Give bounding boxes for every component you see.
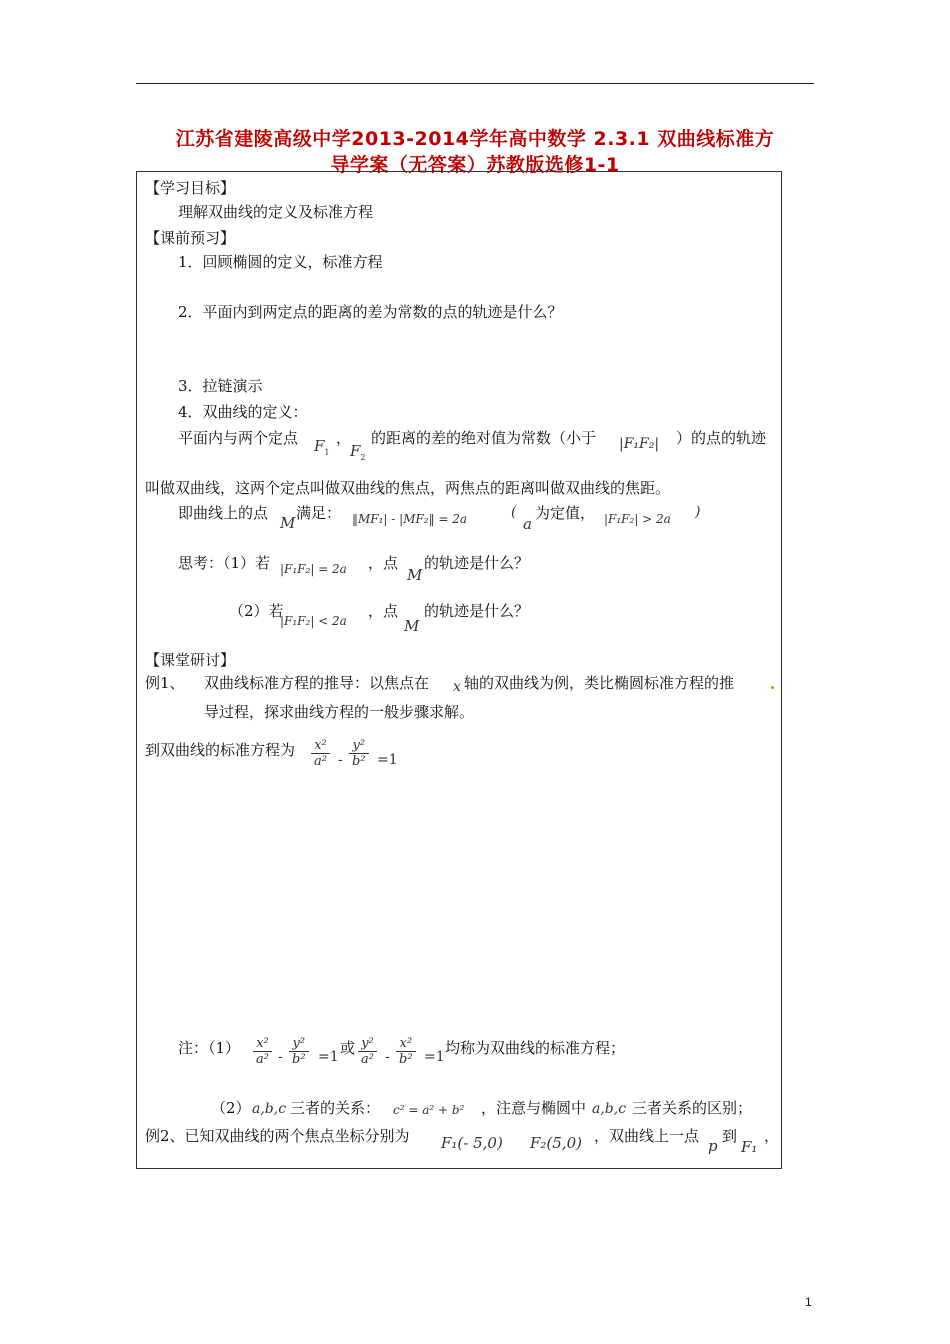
note-label: 注：（1）	[178, 1039, 241, 1057]
preview-heading: 【课前预习】	[145, 229, 236, 247]
math-a: a	[523, 515, 532, 533]
note-fraction-y2-b2: $\frac{\text{y²}}{\text{b²}}$	[289, 1036, 309, 1067]
note-or: 或	[340, 1039, 356, 1057]
math-f1: $F_1$	[314, 437, 330, 457]
definition-part3: ）的点的轨迹	[676, 429, 767, 447]
header-rule	[136, 83, 814, 84]
note-tail: 均称为双曲线的标准方程；	[445, 1039, 626, 1057]
think2-part1: （2）若	[229, 602, 284, 620]
math-x-axis: x	[453, 679, 461, 695]
note2-part2: 三者的关系：	[290, 1099, 381, 1117]
math-abc: a,b,c	[252, 1101, 287, 1117]
fraction-y2-b2: $\frac{\text{y²}}{\text{b²}}$	[349, 738, 369, 769]
think1-part3: 的轨迹是什么？	[424, 554, 530, 572]
document-title-line2: 导学案（无答案）苏教版选修1-1	[330, 154, 620, 176]
question-1: 1．回顾椭圆的定义，标准方程	[178, 253, 383, 271]
definition-part1: 平面内与两个定点	[178, 429, 299, 447]
marker-dot	[771, 686, 774, 689]
note2-part1: （2）	[211, 1099, 251, 1117]
math-cond-lt: |F₁F₂| < 2a	[280, 614, 347, 628]
think2-part2: ，点	[368, 602, 399, 620]
definition-part2: 的距离的差的绝对值为常数（小于	[371, 429, 597, 447]
note-fraction-x2-a2: $\frac{\text{x²}}{\text{a²}}$	[253, 1036, 272, 1067]
point-part1: 即曲线上的点	[178, 504, 269, 522]
math-f2: $F_2$	[350, 442, 366, 462]
page-number: 1	[805, 1295, 812, 1309]
example1-line1b: 轴的双曲线为例，类比椭圆标准方程的推	[464, 674, 735, 692]
question-2: 2．平面内到两定点的距离的差为常数的点的轨迹是什么？	[178, 303, 563, 321]
example1-line1a: 双曲线标准方程的推导：以焦点在	[204, 674, 430, 692]
note-minus-1: -	[278, 1049, 283, 1065]
example1-line2: 导过程，探求曲线方程的一般步骤求解。	[204, 703, 475, 721]
math-f1-end: F₁	[741, 1138, 758, 1156]
note-minus-2: -	[385, 1049, 390, 1065]
note-eq1-a: =1	[318, 1049, 339, 1065]
point-part3: 为定值，	[535, 504, 596, 522]
note2-part4: 三者关系的区别；	[632, 1099, 753, 1117]
class-heading: 【课堂研讨】	[145, 651, 236, 669]
point-part2: 满足：	[296, 504, 342, 522]
math-cond-eq2: |F₁F₂| = 2a	[280, 562, 347, 576]
math-c-relation: c² = a² + b²	[393, 1103, 465, 1117]
note-fraction-x2-b2: $\frac{\text{x²}}{\text{b²}}$	[396, 1036, 416, 1067]
math-f1f2-abs: |F₁F₂|	[619, 436, 660, 452]
note-eq1-b: =1	[424, 1049, 445, 1065]
example2-tail: ，	[764, 1127, 780, 1145]
fraction-x2-a2: $\frac{\text{x²}}{\text{a²}}$	[311, 738, 330, 769]
example1-label: 例1、	[145, 674, 185, 692]
question-4: 4．双曲线的定义：	[178, 403, 308, 421]
example2-part2: ，双曲线上一点	[594, 1127, 700, 1145]
std-eq-text: 到双曲线的标准方程为	[145, 741, 296, 759]
math-paren-close: )	[695, 504, 701, 520]
think1-part2: ，点	[368, 554, 399, 572]
goal-text: 理解双曲线的定义及标准方程	[178, 203, 374, 221]
math-cond-eq: ‖MF₁| - |MF₂‖ = 2a	[352, 512, 468, 526]
think1-part1: 思考：（1）若	[178, 554, 271, 572]
document-title-line1: 江苏省建陵高级中学2013-2014学年高中数学 2.3.1 双曲线标准方	[175, 128, 775, 150]
example2-part1: 例2、已知双曲线的两个焦点坐标分别为	[145, 1127, 410, 1145]
note-fraction-y2-a2: $\frac{\text{y²}}{\text{a²}}$	[358, 1036, 377, 1067]
math-f1-coord: F₁(- 5,0)	[441, 1134, 503, 1152]
definition-comma: ，	[336, 429, 352, 447]
math-m: M	[280, 514, 296, 532]
math-f2-coord: F₂(5,0)	[530, 1134, 582, 1152]
goal-heading: 【学习目标】	[145, 179, 236, 197]
note2-part3: ，注意与椭圆中	[481, 1099, 587, 1117]
math-cond-gt: |F₁F₂| > 2a	[604, 512, 671, 526]
math-p: p	[708, 1137, 718, 1155]
math-m-2: M	[407, 566, 423, 584]
math-m-3: M	[404, 617, 420, 635]
example2-part3: 到	[722, 1127, 738, 1145]
think2-part3: 的轨迹是什么？	[424, 602, 530, 620]
math-minus: -	[338, 752, 343, 768]
question-3: 3．拉链演示	[178, 377, 263, 395]
math-paren-open: (	[511, 504, 517, 520]
math-abc-2: a,b,c	[592, 1101, 627, 1117]
definition-line2: 叫做双曲线，这两个定点叫做双曲线的焦点，两焦点的距离叫做双曲线的焦距。	[145, 479, 671, 497]
math-eq1: =1	[377, 752, 398, 768]
